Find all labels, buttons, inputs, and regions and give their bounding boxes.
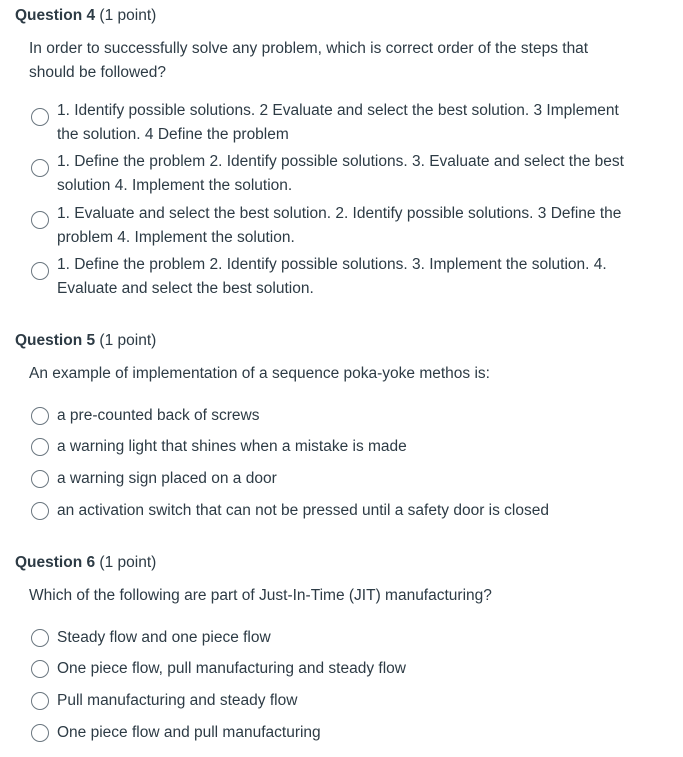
- question-number: Question 6: [15, 554, 96, 571]
- question-number: Question 4: [15, 7, 96, 24]
- answer-option-label[interactable]: an activation switch that can not be pressed until a safety door is closed: [57, 502, 549, 519]
- radio-button[interactable]: [31, 502, 49, 520]
- answer-option-label[interactable]: a pre-counted back of screws: [57, 407, 260, 424]
- answer-option-label[interactable]: 1. Identify possible solutions. 2 Evaluate and select the best solution. 3 Implement the solution. 4 Define the problem: [57, 102, 619, 143]
- radio-button[interactable]: [31, 629, 49, 647]
- question-header: [15, 6, 156, 26]
- question-text: An example of implementation of a sequence poka-yoke methos is:: [29, 365, 490, 382]
- radio-button[interactable]: [31, 211, 49, 229]
- radio-button[interactable]: [31, 470, 49, 488]
- answer-option-label[interactable]: Pull manufacturing and steady flow: [57, 692, 298, 709]
- answer-option-label[interactable]: One piece flow, pull manufacturing and steady flow: [57, 660, 406, 677]
- radio-button[interactable]: [31, 724, 49, 742]
- radio-button[interactable]: [31, 262, 49, 280]
- answer-option-label[interactable]: 1. Evaluate and select the best solution. 2. Identify possible solutions. 3 Define the problem 4. Implement the solution.: [57, 205, 622, 246]
- question-points: (1 point): [99, 7, 157, 24]
- radio-button[interactable]: [31, 660, 49, 678]
- answer-option-label[interactable]: One piece flow and pull manufacturing: [57, 724, 321, 741]
- answer-option-label[interactable]: a warning light that shines when a mistake is made: [57, 438, 407, 455]
- radio-button[interactable]: [31, 407, 49, 425]
- answer-option-label[interactable]: 1. Define the problem 2. Identify possible solutions. 3. Implement the solution. 4. Evaluate and select the best solution.: [57, 256, 607, 297]
- question-text: Which of the following are part of Just-In-Time (JIT) manufacturing?: [29, 587, 492, 604]
- radio-button[interactable]: [31, 692, 49, 710]
- radio-button[interactable]: [31, 159, 49, 177]
- radio-button[interactable]: [31, 438, 49, 456]
- question-header: [15, 553, 156, 573]
- question-points: (1 point): [99, 554, 157, 571]
- question-header: [15, 331, 156, 351]
- radio-button[interactable]: [31, 108, 49, 126]
- answer-option-label[interactable]: Steady flow and one piece flow: [57, 629, 271, 646]
- question-points: (1 point): [99, 332, 157, 349]
- question-number: Question 5: [15, 332, 96, 349]
- answer-option-label[interactable]: 1. Define the problem 2. Identify possible solutions. 3. Evaluate and select the best solution 4. Implement the solution.: [57, 153, 624, 194]
- answer-option-label[interactable]: a warning sign placed on a door: [57, 470, 277, 487]
- question-text: In order to successfully solve any problem, which is correct order of the steps that should be followed?: [29, 40, 589, 81]
